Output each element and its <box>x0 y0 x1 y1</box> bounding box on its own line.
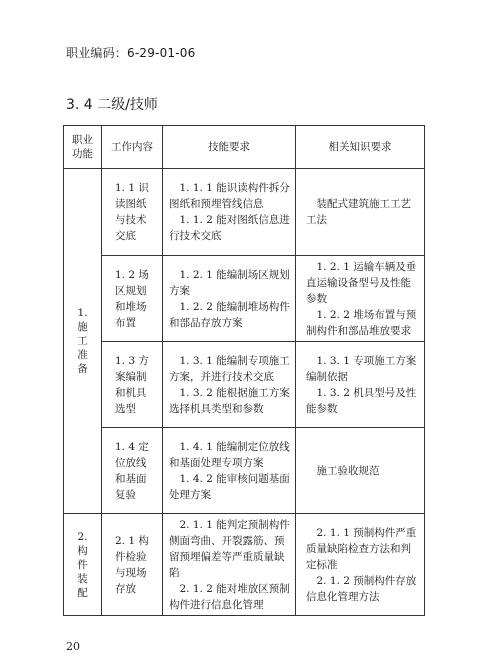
table-header-row <box>64 126 425 169</box>
header-skills: 技能要求 <box>163 126 296 169</box>
knowledge-item: 装配式建筑施工工艺工法 <box>306 198 411 226</box>
knowledge-item: 2. 1. 2 预制构件存放信息化管理方法 <box>306 574 417 603</box>
occupation-code: 职业编码：6-29-01-06 <box>66 46 196 60</box>
knowledge-item: 2. 1. 1 预制构件严重质量缺陷检查方法和判定标准 <box>306 526 417 571</box>
header-knowledge: 相关知识要求 <box>296 126 425 169</box>
knowledge-item: 施工验收规范 <box>316 464 380 477</box>
skill-item: 1. 2. 1 能编制场区规划方案 <box>169 268 290 297</box>
knowledge-cell <box>296 514 425 616</box>
skill-item: 1. 3. 1 能编制专项施工方案，并进行技术交底 <box>169 354 290 383</box>
table-row <box>64 428 425 514</box>
skill-item: 1. 2. 2 能编制堆场构件和部品存放方案 <box>169 300 290 329</box>
skills-cell <box>163 514 296 616</box>
skill-item: 1. 4. 1 能编制定位放线和基面处理专项方案 <box>169 440 290 469</box>
skill-item: 2. 1. 2 能对堆放区预制构件进行信息化管理 <box>169 582 290 611</box>
knowledge-cell <box>296 342 425 428</box>
table-row <box>64 169 425 256</box>
skills-cell <box>163 256 296 342</box>
section-title: 3. 4 二级/技师 <box>66 97 158 113</box>
skill-item: 1. 1. 1 能识读构件拆分图纸和预埋管线信息 <box>169 182 290 210</box>
skill-item: 1. 1. 2 能对图纸信息进行技术交底 <box>169 214 290 242</box>
knowledge-item: 1. 3. 2 机具型号及性能参数 <box>306 386 417 415</box>
content-cell: 1. 4 定位放线和基面复验 <box>102 428 163 514</box>
header-content: 工作内容 <box>102 126 163 169</box>
skill-item: 1. 3. 2 能根据施工方案选择机具类型和参数 <box>169 386 290 415</box>
skills-cell <box>163 428 296 514</box>
knowledge-cell <box>296 256 425 342</box>
table-row <box>64 256 425 342</box>
skill-item: 2. 1. 1 能判定预制构件侧面弯曲、开裂露筋、预留预埋偏差等严重质量缺陷 <box>169 518 290 579</box>
content-cell: 1. 1 识读图纸与技术交底 <box>102 169 163 256</box>
content-cell: 2. 1 构件检验与现场存放 <box>102 514 163 616</box>
header-function: 职业 功能 <box>64 126 102 169</box>
knowledge-item: 1. 2. 1 运输车辆及垂直运输设备型号及性能参数 <box>306 260 417 305</box>
skill-item: 1. 4. 2 能审核问题基面处理方案 <box>169 472 290 501</box>
function-cell-2: 2. 构 件 装 配 <box>64 514 102 616</box>
knowledge-item: 1. 3. 1 专项施工方案编制依据 <box>306 354 417 383</box>
knowledge-cell <box>296 169 425 256</box>
table-row <box>64 514 425 616</box>
knowledge-item: 1. 2. 2 堆场布置与预制构件和部品堆放要求 <box>306 308 417 337</box>
skills-table <box>63 125 425 616</box>
page-number: 20 <box>66 640 80 653</box>
function-cell-1: 1. 施 工 准 备 <box>64 169 102 514</box>
table-row <box>64 342 425 428</box>
skills-cell <box>163 169 296 256</box>
content-cell: 1. 2 场区规划和堆场布置 <box>102 256 163 342</box>
knowledge-cell <box>296 428 425 514</box>
content-cell: 1. 3 方案编制和机具选型 <box>102 342 163 428</box>
skills-cell <box>163 342 296 428</box>
